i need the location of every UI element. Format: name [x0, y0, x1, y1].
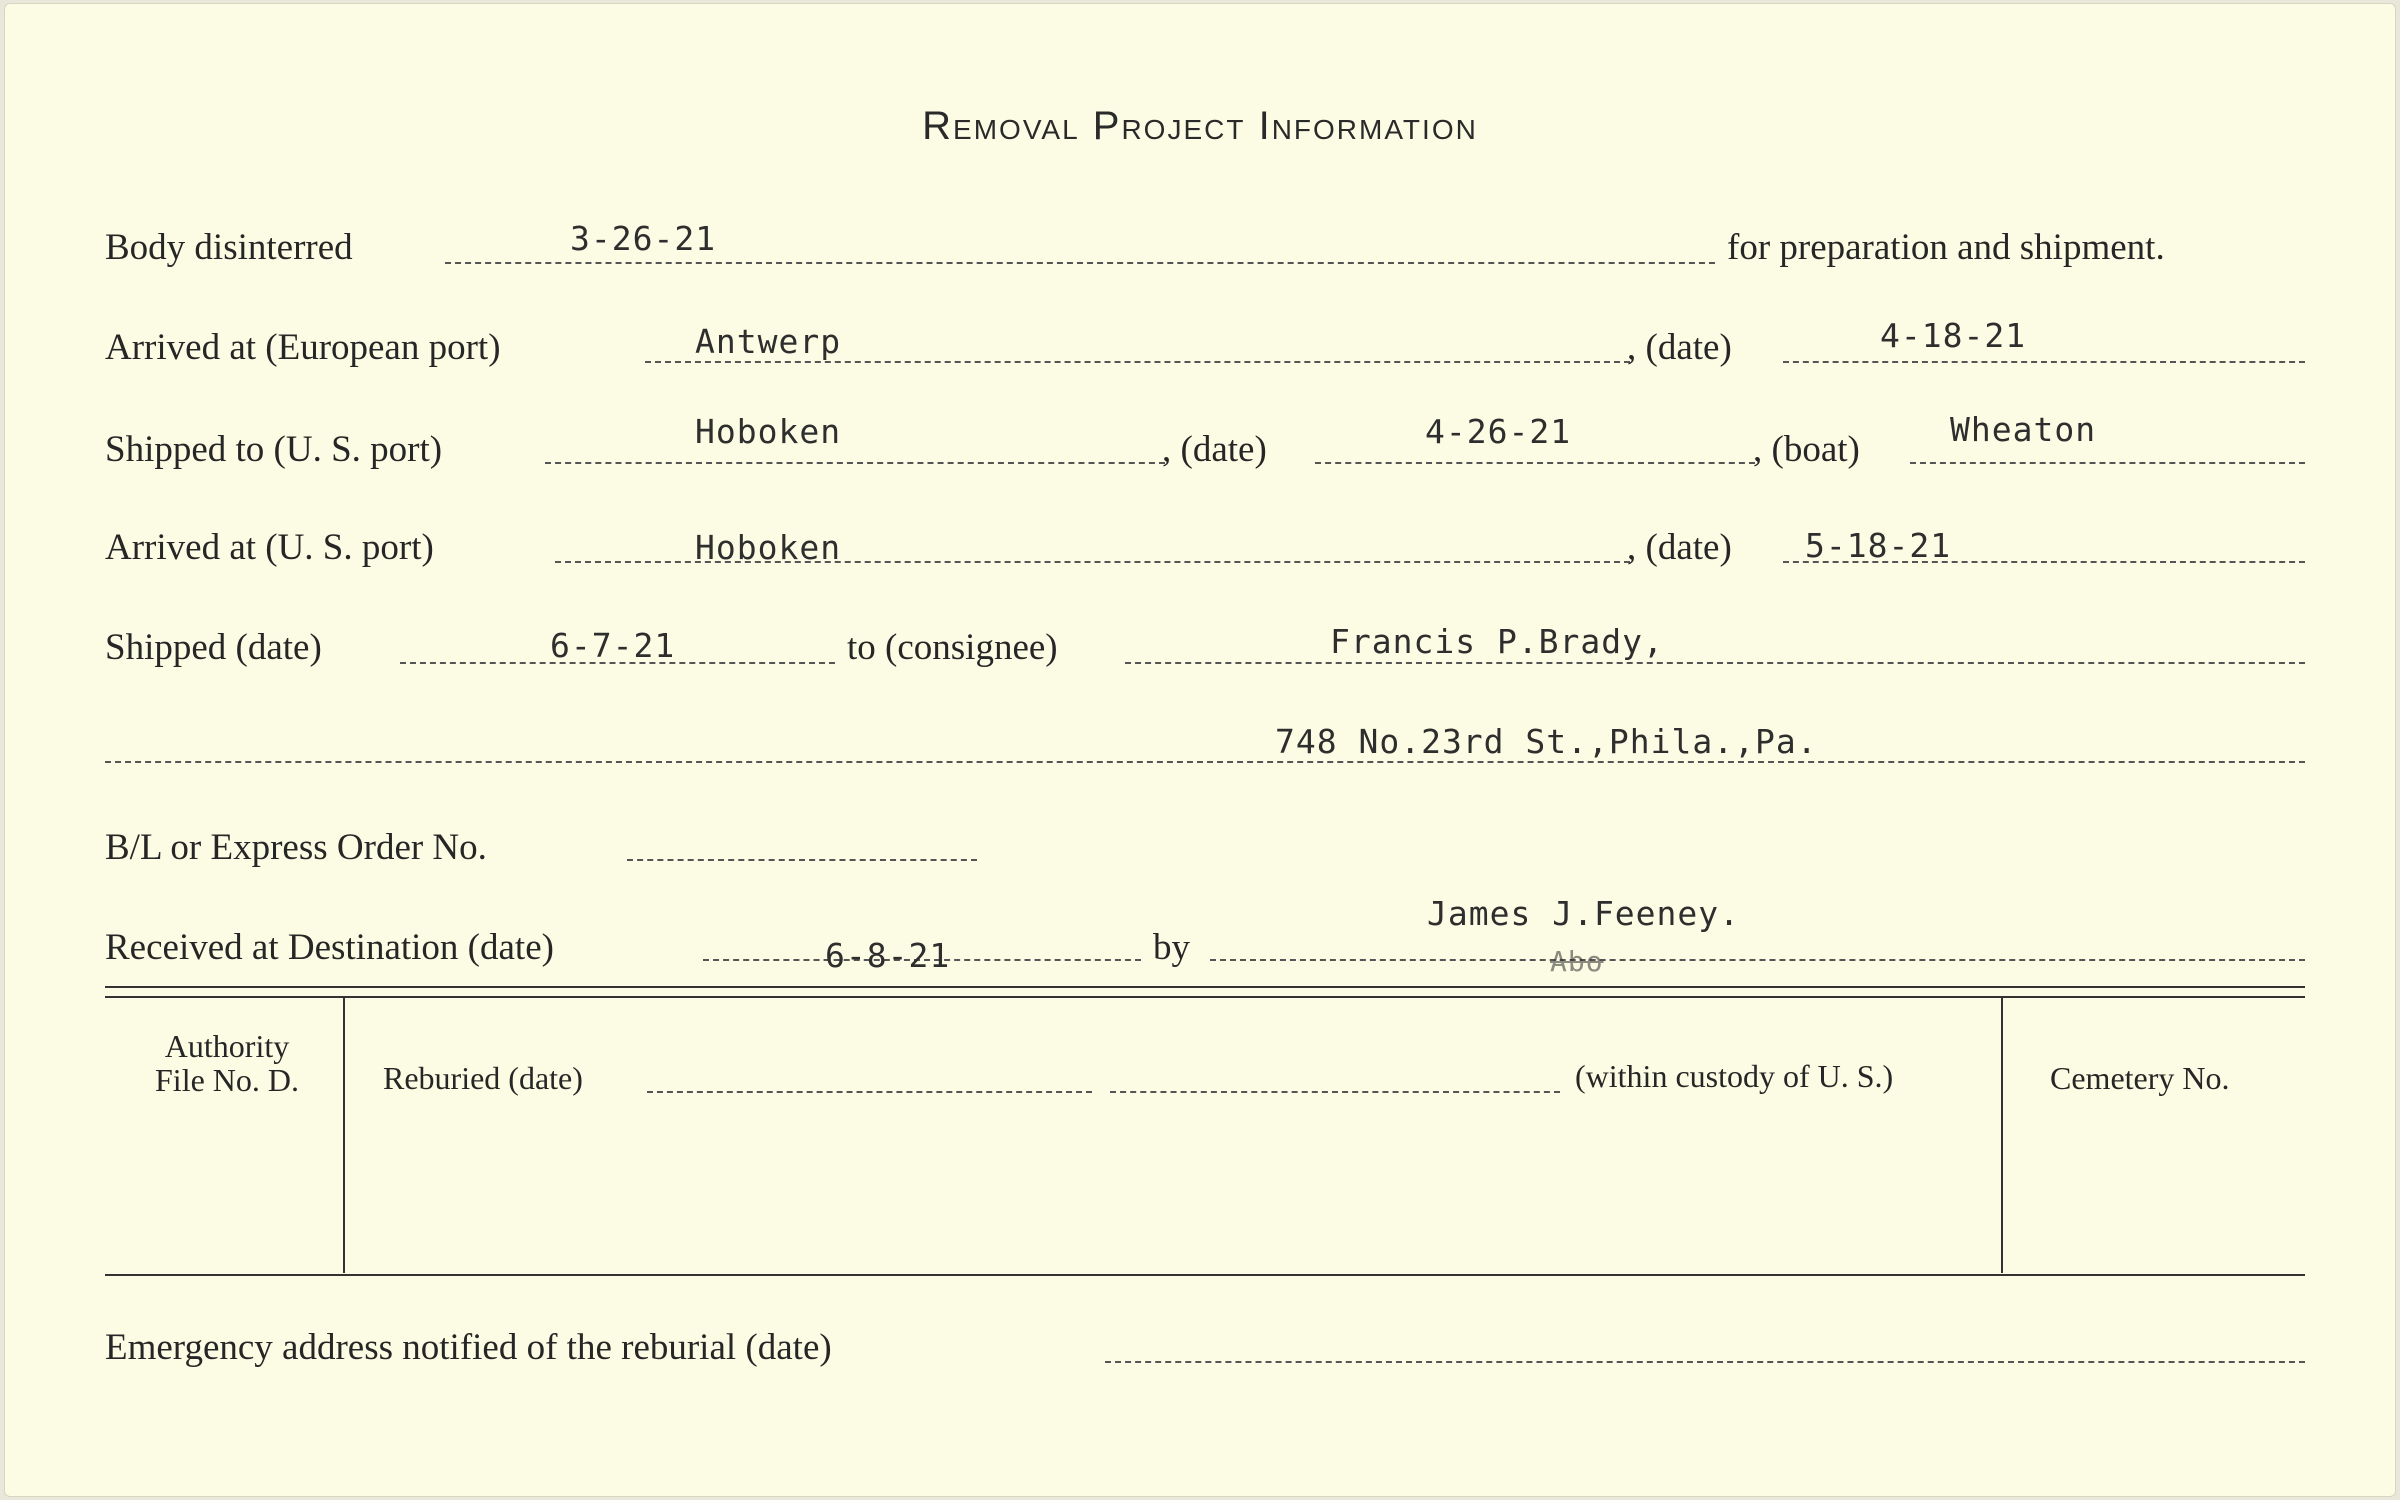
- table-divider-left: [343, 998, 345, 1273]
- arrived-european-label: Arrived at (European port): [105, 327, 501, 368]
- shipped-us-label: Shipped to (U. S. port): [105, 429, 443, 470]
- shipped-us-date-label: , (date): [1162, 429, 1267, 470]
- arrived-european-date-line: [1783, 361, 2305, 363]
- received-label: Received at Destination (date): [105, 927, 554, 968]
- consignee-address[interactable]: 748 No.23rd St.,Phila.,Pa.: [1275, 722, 1818, 761]
- authority-label-line2: File No. D.: [155, 1062, 299, 1098]
- table-divider-right: [2001, 998, 2003, 1273]
- shipped-us-boat-label: , (boat): [1753, 429, 1860, 470]
- shipped-us-boat-line: [1910, 462, 2305, 464]
- consignee-label: to (consignee): [847, 627, 1058, 668]
- emergency-label: Emergency address notified of the reburial (date): [105, 1327, 832, 1368]
- shipped-us-boat[interactable]: Wheaton: [1950, 410, 2097, 449]
- arrived-european-port[interactable]: Antwerp: [695, 322, 842, 361]
- card-title: Removal Project Information: [922, 104, 1478, 148]
- consignee-line: [1125, 662, 2305, 664]
- disinterred-suffix: for preparation and shipment.: [1727, 227, 2165, 268]
- received-date[interactable]: 6-8-21: [825, 936, 951, 975]
- reburied-line-2: [1110, 1091, 1560, 1093]
- table-top-rule-1: [105, 986, 2305, 988]
- cemetery-label: Cemetery No.: [2050, 1060, 2230, 1096]
- custody-label: (within custody of U. S.): [1575, 1058, 1894, 1094]
- disinterred-label: Body disinterred: [105, 227, 353, 268]
- received-by-label: by: [1153, 927, 1190, 968]
- reburied-line-1: [647, 1091, 1092, 1093]
- received-by-line: [1210, 959, 2305, 961]
- address-line: [105, 761, 2305, 763]
- arrived-us-label: Arrived at (U. S. port): [105, 527, 434, 568]
- shipped-us-date[interactable]: 4-26-21: [1425, 412, 1572, 451]
- received-by-struck: Abo: [1550, 945, 1604, 978]
- removal-card: [4, 3, 2396, 1497]
- received-by[interactable]: James J.Feeney.: [1427, 894, 1741, 933]
- arrived-us-date-label: , (date): [1627, 527, 1732, 568]
- shipped-date-label: Shipped (date): [105, 627, 322, 668]
- arrived-us-port[interactable]: Hoboken: [695, 528, 842, 567]
- arrived-us-date[interactable]: 5-18-21: [1805, 526, 1952, 565]
- shipped-us-port[interactable]: Hoboken: [695, 412, 842, 451]
- arrived-european-date-label: , (date): [1627, 327, 1732, 368]
- table-bottom-rule: [105, 1274, 2305, 1276]
- shipped-us-port-line: [545, 462, 1165, 464]
- bl-label: B/L or Express Order No.: [105, 827, 487, 868]
- shipped-us-date-line: [1315, 462, 1755, 464]
- disinterred-line: [445, 262, 1715, 264]
- disinterred-date[interactable]: 3-26-21: [570, 219, 717, 258]
- arrived-european-date[interactable]: 4-18-21: [1880, 316, 2027, 355]
- reburied-label: Reburied (date): [383, 1060, 583, 1096]
- authority-label-line1: Authority: [164, 1028, 290, 1064]
- bl-line: [627, 859, 977, 861]
- consignee-name[interactable]: Francis P.Brady,: [1330, 622, 1664, 661]
- emergency-line: [1105, 1361, 2305, 1363]
- table-top-rule-2: [105, 996, 2305, 998]
- shipped-date[interactable]: 6-7-21: [550, 626, 676, 665]
